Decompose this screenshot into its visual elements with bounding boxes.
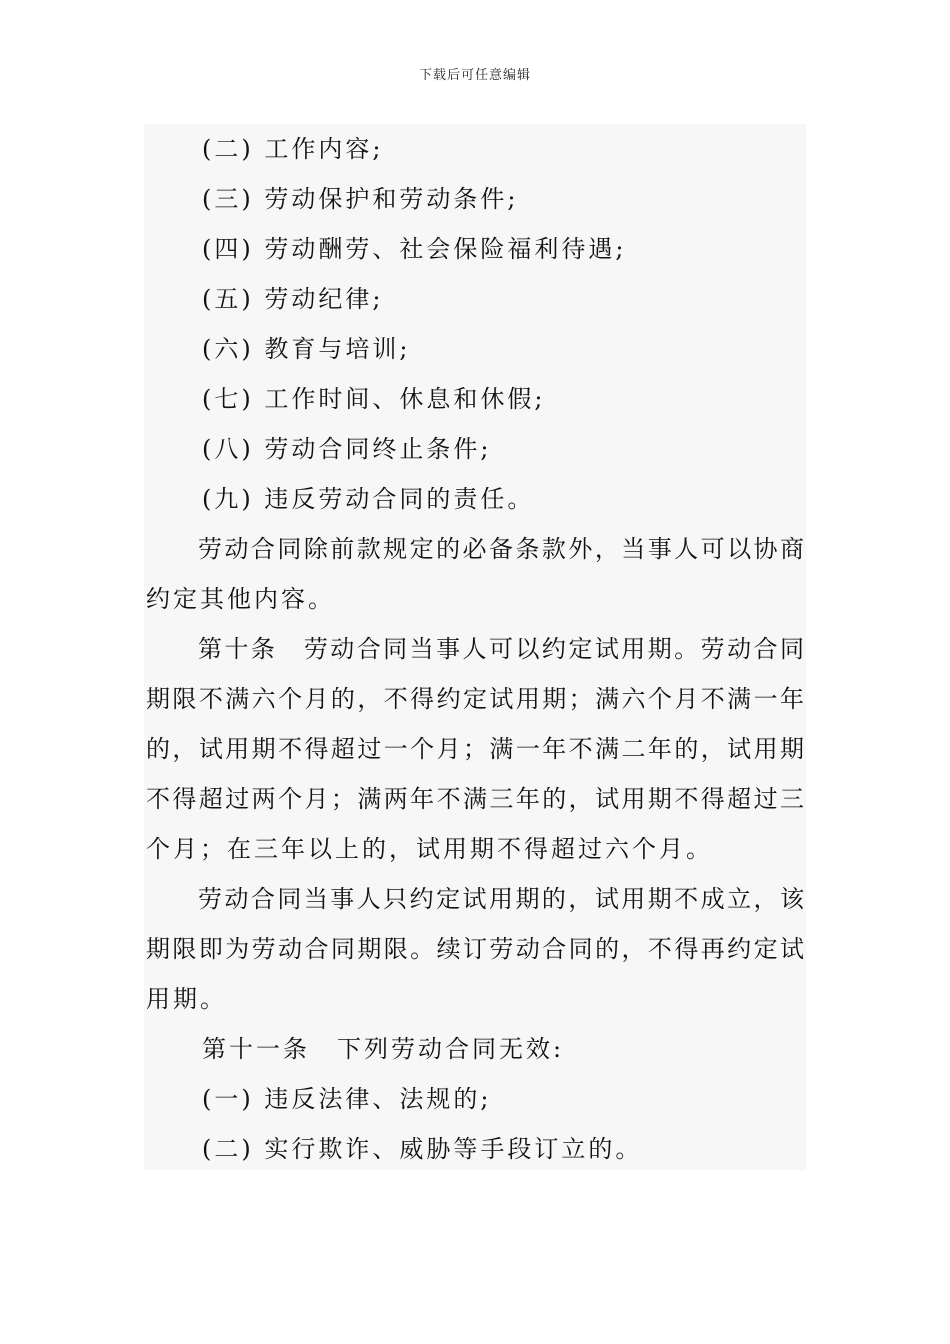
list-item-2: (二) 实行欺诈、威胁等手段订立的。 xyxy=(202,1135,643,1163)
article-10-line: 的，试用期不得超过一个月；满一年不满二年的，试用期 xyxy=(146,735,804,763)
article-10-line: 不得超过两个月；满两年不满三年的，试用期不得超过三 xyxy=(146,785,804,813)
list-item-9: (九) 违反劳动合同的责任。 xyxy=(202,485,535,513)
list-item-3: (三) 劳动保护和劳动条件; xyxy=(202,185,519,213)
list-item-7: (七) 工作时间、休息和休假; xyxy=(202,385,546,413)
document-body xyxy=(144,124,806,1170)
list-item-1: (一) 违反法律、法规的; xyxy=(202,1085,492,1113)
article-11-heading: 第十一条 下列劳动合同无效: xyxy=(202,1035,565,1063)
list-item-6: (六) 教育与培训; xyxy=(202,335,411,363)
paragraph-line: 期限即为劳动合同期限。续订劳动合同的，不得再约定试 xyxy=(146,935,804,963)
paragraph-line: 劳动合同当事人只约定试用期的，试用期不成立，该 xyxy=(198,885,804,913)
list-item-2: (二) 工作内容; xyxy=(202,135,384,163)
paragraph-line: 劳动合同除前款规定的必备条款外，当事人可以协商 xyxy=(198,535,804,563)
article-10-line: 个月；在三年以上的，试用期不得超过六个月。 xyxy=(146,835,713,863)
article-10-line: 第十条 劳动合同当事人可以约定试用期。劳动合同 xyxy=(198,635,804,663)
list-item-8: (八) 劳动合同终止条件; xyxy=(202,435,492,463)
list-item-5: (五) 劳动纪律; xyxy=(202,285,384,313)
article-10-line: 期限不满六个月的，不得约定试用期；满六个月不满一年 xyxy=(146,685,804,713)
paragraph-line: 约定其他内容。 xyxy=(146,585,335,613)
header-note: 下载后可任意编辑 xyxy=(418,68,531,83)
list-item-4: (四) 劳动酬劳、社会保险福利待遇; xyxy=(202,235,627,263)
paragraph-line: 用期。 xyxy=(146,985,227,1013)
